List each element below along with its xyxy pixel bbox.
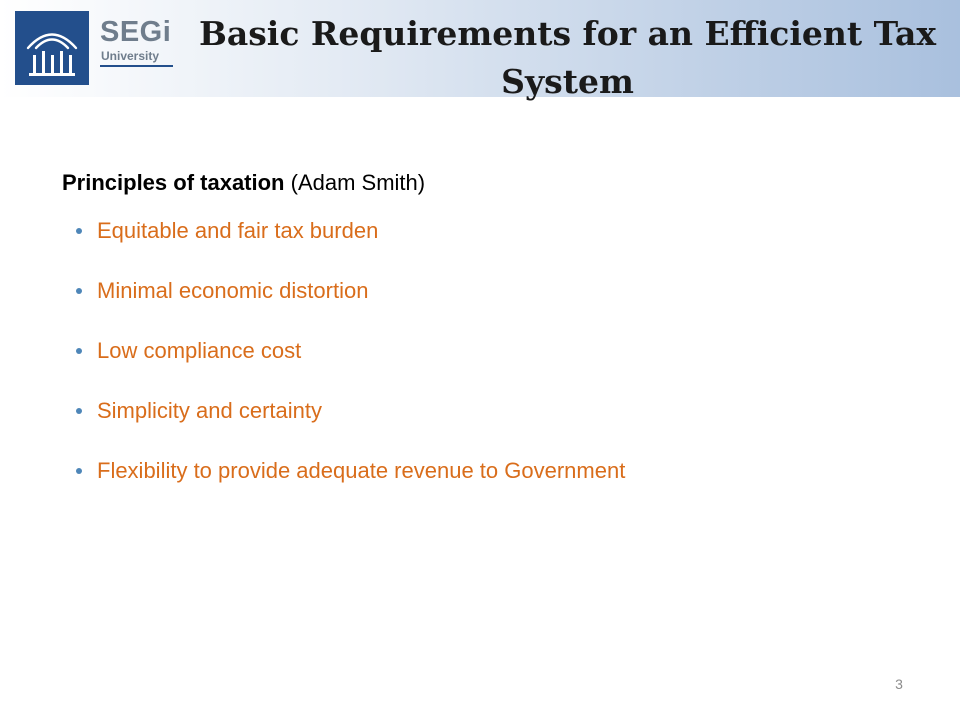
list-item-text: Minimal economic distortion xyxy=(97,278,369,303)
principles-list xyxy=(62,213,922,489)
list-item-text: Low compliance cost xyxy=(97,338,302,363)
list-item-text: Equitable and fair tax burden xyxy=(97,218,379,243)
bullet-dot-icon xyxy=(76,348,82,354)
list-item-text: Flexibility to provide adequate revenue to Government xyxy=(97,458,626,483)
list-item xyxy=(76,213,922,249)
bullet-dot-icon xyxy=(76,228,82,234)
list-item xyxy=(76,393,922,429)
logo-subtitle: University xyxy=(101,49,160,63)
logo-underline xyxy=(100,65,173,67)
logo-emblem xyxy=(15,11,89,85)
bullet-dot-icon xyxy=(76,468,82,474)
bullet-dot-icon xyxy=(76,408,82,414)
list-item xyxy=(76,453,922,489)
logo-wordmark: SEGi xyxy=(100,16,172,48)
lead-text xyxy=(62,165,922,201)
slide-body xyxy=(62,165,922,513)
list-item-text: Simplicity and certainty xyxy=(97,398,322,423)
building-icon xyxy=(15,11,89,85)
list-item xyxy=(76,273,922,309)
bullet-dot-icon xyxy=(76,288,82,294)
page-number: 3 xyxy=(895,676,903,692)
list-item xyxy=(76,333,922,369)
lead-normal: (Adam Smith) xyxy=(284,170,426,195)
segi-university-logo xyxy=(15,11,175,85)
slide-title: Basic Requirements for an Efficient Tax System xyxy=(198,14,937,101)
lead-bold: Principles of taxation xyxy=(62,170,285,195)
